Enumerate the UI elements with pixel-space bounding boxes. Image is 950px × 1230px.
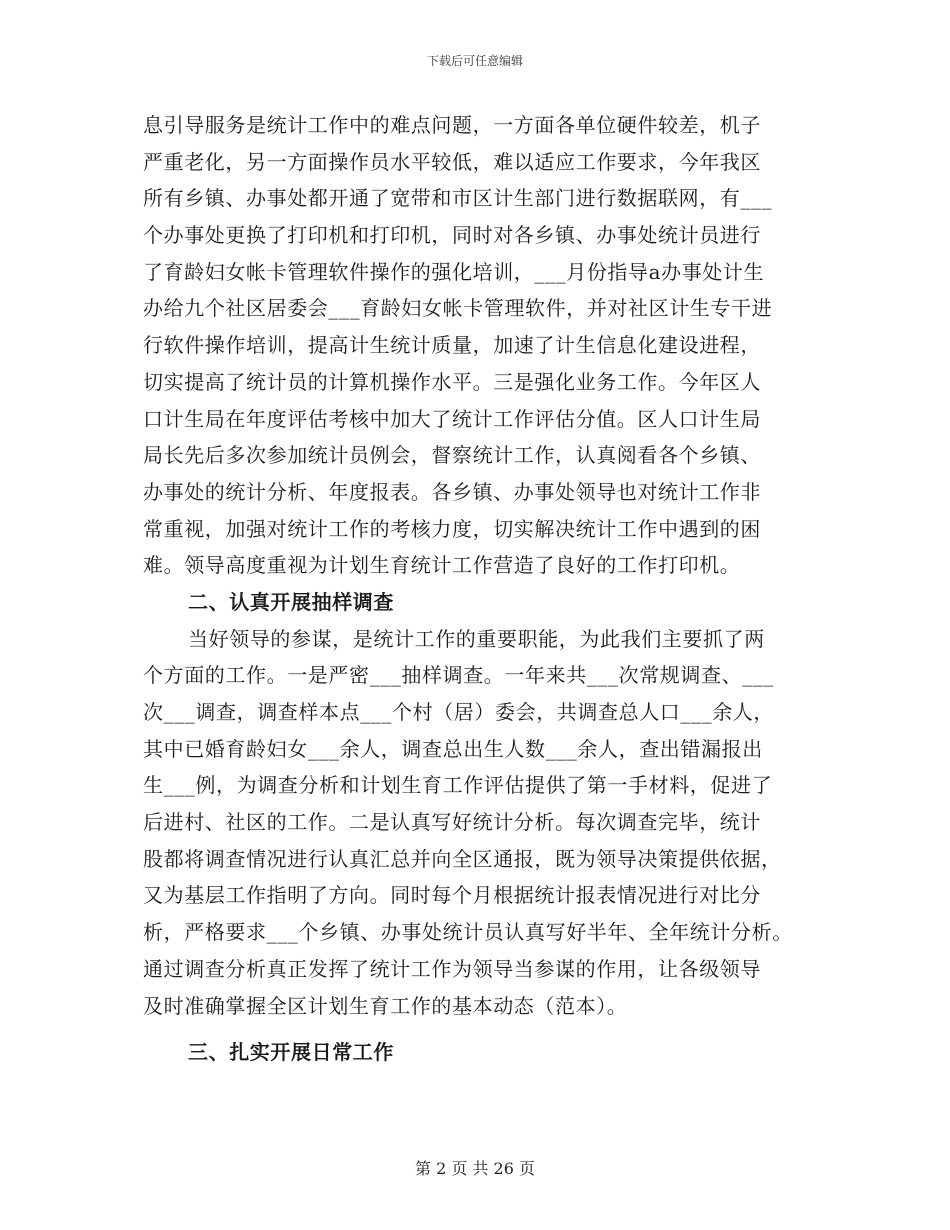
body-line: 口计生局在年度评估考核中加大了统计工作评估分值。区人口计生局 [143, 406, 761, 431]
body-line: 息引导服务是统计工作中的难点问题，一方面各单位硬件较差，机子 [143, 113, 761, 137]
body-line: 难。领导高度重视为计划生育统计工作营造了良好的工作打印机。 [143, 553, 741, 578]
body-line: 又为基层工作指明了方向。同时每个月根据统计报表情况进行对比分 [143, 883, 761, 908]
body-line: 切实提高了统计员的计算机操作水平。三是强化业务工作。今年区人 [143, 369, 761, 394]
document-body [143, 107, 823, 1071]
body-line: 个办事处更换了打印机和打印机，同时对各乡镇、办事处统计员进行 [143, 223, 761, 248]
page-footer: 第 2 页 共 26 页 [415, 1159, 535, 1178]
body-line: 当好领导的参谋，是统计工作的重要职能，为此我们主要抓了两 [188, 626, 765, 651]
body-line: 行软件操作培训，提高计生统计质量，加速了计生信息化建设进程， [143, 333, 761, 358]
body-line: 通过调查分析真正发挥了统计工作为领导当参谋的作用，让各级领导 [143, 956, 761, 981]
body-line: 次___调查，调查样本点___个村（居）委会，共调查总人口___余人， [143, 700, 774, 724]
section-heading-2: 二、认真开展抽样调查 [188, 589, 394, 614]
body-line: 股都将调查情况进行认真汇总并向全区通报，既为领导决策提供依据， [143, 846, 782, 871]
body-line: 常重视，加强对统计工作的考核力度，切实解决统计工作中遇到的困 [143, 516, 761, 541]
body-line: 后进村、社区的工作。二是认真写好统计分析。每次调查完毕，统计 [143, 810, 761, 835]
body-line: 个方面的工作。一是严密___抽样调查。一年来共___次常规调查、___ [143, 663, 774, 688]
body-line: 其中已婚育龄妇女___余人，调查总出生人数___余人，查出错漏报出 [143, 736, 763, 761]
body-line: 严重老化，另一方面操作员水平较低，难以适应工作要求，今年我区 [143, 149, 761, 174]
body-line: 及时准确掌握全区计划生育工作的基本动态（范本）。 [143, 993, 628, 1018]
body-line: 办事处的统计分析、年度报表。各乡镇、办事处领导也对统计工作非 [143, 479, 761, 504]
body-line: 了育龄妇女帐卡管理软件操作的强化培训，___月份指导a办事处计生 [143, 259, 765, 284]
body-line: 析，严格要求___个乡镇、办事处统计员认真写好半年、全年统计分析。 [143, 920, 793, 945]
page-header: 下载后可任意编辑 [426, 54, 523, 68]
body-line: 所有乡镇、办事处都开通了宽带和市区计生部门进行数据联网，有___ [143, 186, 773, 211]
section-heading-3: 三、扎实开展日常工作 [188, 1040, 394, 1065]
body-line: 办给九个社区居委会___育龄妇女帐卡管理软件，并对社区计生专干进 [143, 296, 773, 321]
body-line: 生___例，为调查分析和计划生育工作评估提供了第一手材料，促进了 [143, 773, 773, 798]
body-line: 局长先后多次参加统计员例会，督察统计工作，认真阅看各个乡镇、 [143, 443, 761, 468]
